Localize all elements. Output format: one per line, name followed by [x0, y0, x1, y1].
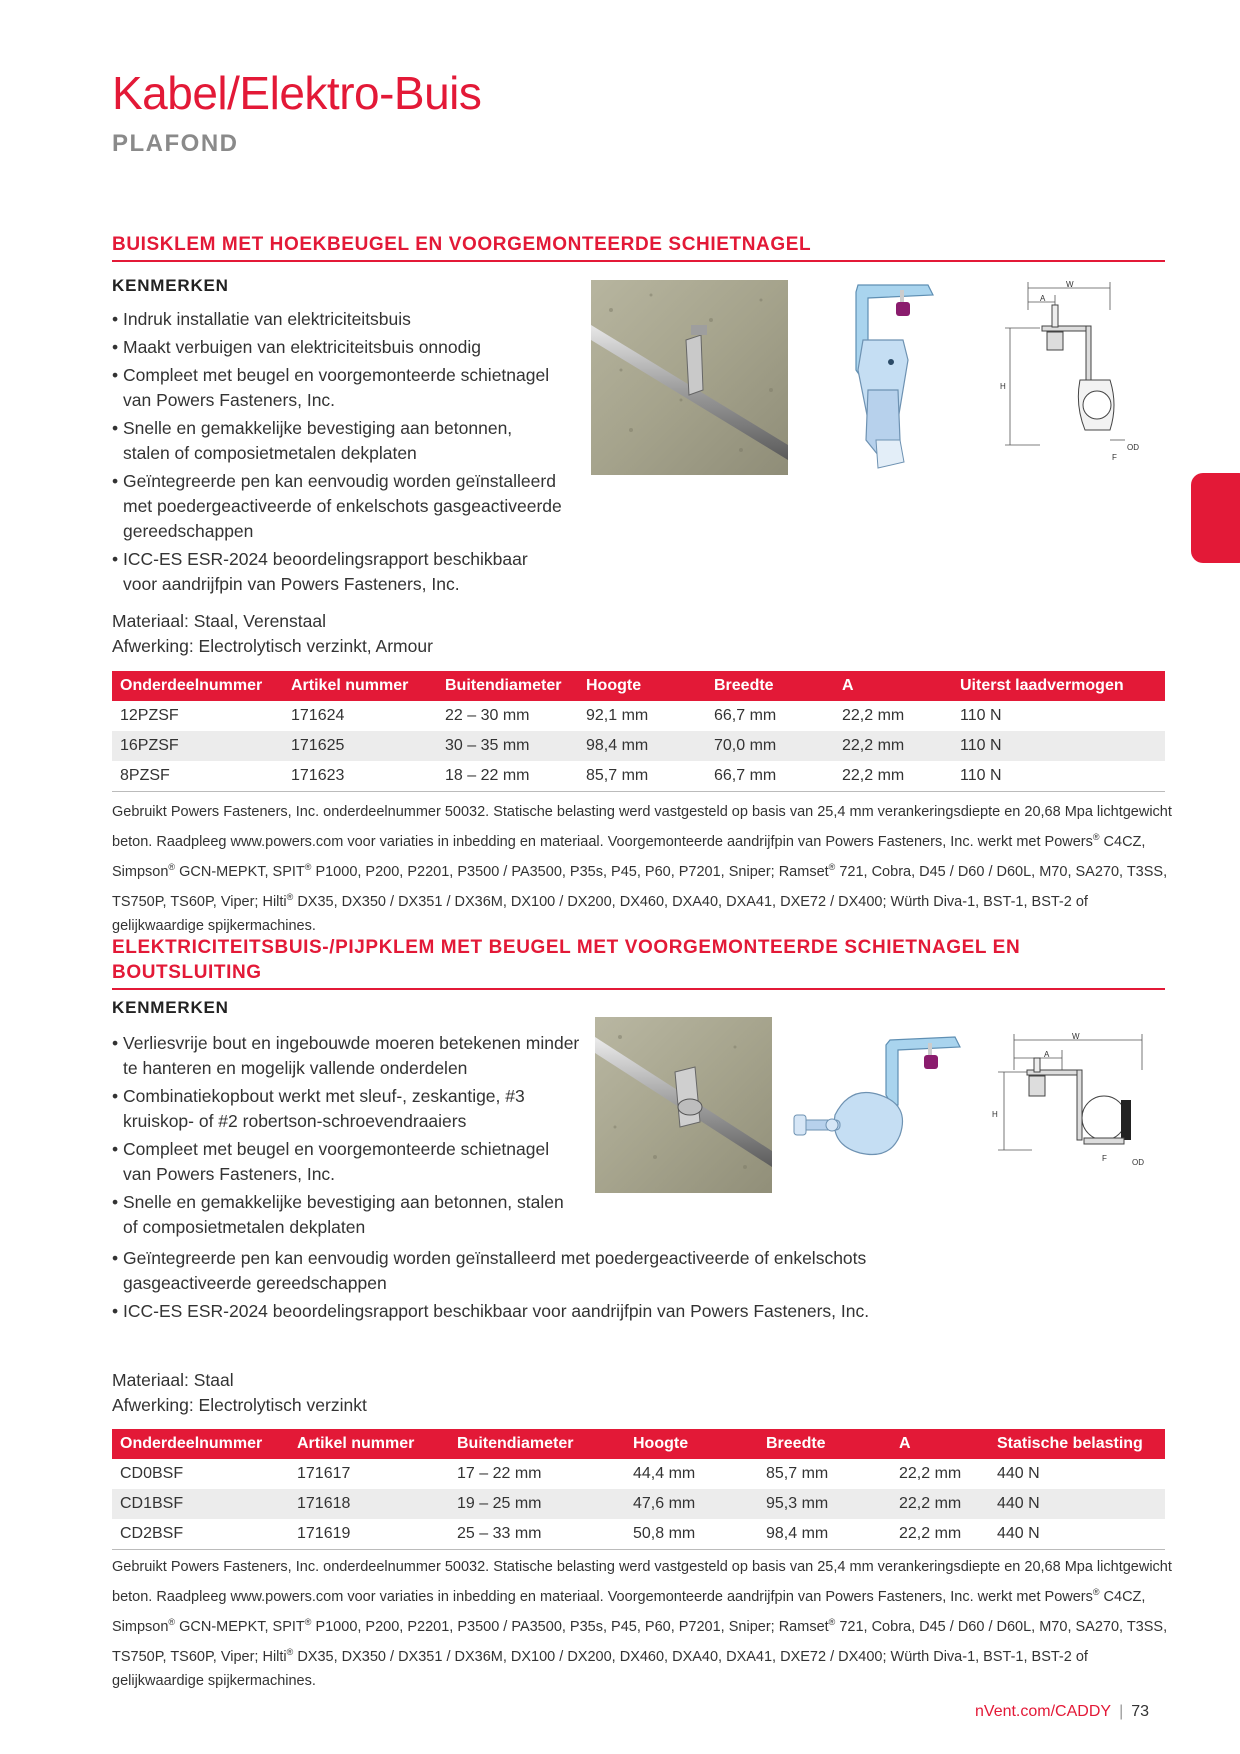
- table-cell: 171625: [283, 731, 437, 761]
- dim-label-w: W: [1072, 1032, 1080, 1041]
- table-cell: 440 N: [989, 1519, 1165, 1550]
- table-cell: 8PZSF: [112, 761, 283, 792]
- table-cell: 70,0 mm: [706, 731, 834, 761]
- dim-label-a: A: [1040, 294, 1046, 303]
- table-cell: 22,2 mm: [834, 761, 952, 792]
- col-header: Buitendiameter: [437, 671, 578, 701]
- table-header-row: [112, 671, 1165, 701]
- table-cell: 171619: [289, 1519, 449, 1550]
- section-tab-marker: [1191, 473, 1240, 563]
- table-cell: 30 – 35 mm: [437, 731, 578, 761]
- feature-item: • Combinatiekopbout werkt met sleuf-, zeskantige, #3 kruiskop- of #2 robertson-schroevendraaiers: [112, 1084, 582, 1134]
- col-header: Uiterst laadvermogen: [952, 671, 1165, 701]
- table-cell: 19 – 25 mm: [449, 1489, 625, 1519]
- table-cell: 44,4 mm: [633, 1465, 696, 1482]
- feature-item: • Verliesvrije bout en ingebouwde moeren betekenen minder te hanteren en mogelijk vallende onderdelen: [112, 1031, 582, 1081]
- installation-photo: [595, 1017, 772, 1193]
- col-header: A: [891, 1429, 989, 1459]
- table-cell: 50,8 mm: [625, 1519, 758, 1550]
- col-header: Breedte: [706, 671, 834, 701]
- table-row: [112, 1519, 1165, 1550]
- dim-label-a: A: [1044, 1050, 1050, 1059]
- col-header: Hoogte: [625, 1429, 758, 1459]
- col-header: Onderdeelnummer: [112, 671, 283, 701]
- dim-label-h: H: [992, 1110, 998, 1119]
- table-cell: 22,2 mm: [899, 1465, 962, 1482]
- table-row: [112, 701, 1165, 731]
- dim-label-f: F: [1102, 1154, 1107, 1163]
- table-cell: 171617: [297, 1465, 351, 1482]
- table-cell: 12PZSF: [120, 707, 179, 724]
- table-cell: CD2BSF: [112, 1519, 289, 1550]
- table-cell: 25 – 33 mm: [449, 1519, 625, 1550]
- product-image: [790, 1035, 970, 1185]
- section1-heading: BUISKLEM MET HOEKBEUGEL EN VOORGEMONTEERDE SCHIETNAGEL: [112, 232, 1165, 262]
- col-header: Buitendiameter: [449, 1429, 625, 1459]
- section2-material: Materiaal: Staal: [112, 1370, 234, 1390]
- table-cell: 85,7 mm: [766, 1465, 829, 1482]
- table-cell: 18 – 22 mm: [437, 761, 578, 792]
- table-cell: 440 N: [989, 1489, 1165, 1519]
- table-row: [112, 731, 1165, 761]
- section2-heading-line1: ELEKTRICITEITSBUIS-/PIJPKLEM MET BEUGEL MET VOORGEMONTEERDE SCHIETNAGEL EN: [112, 937, 1021, 958]
- col-header: Hoogte: [578, 671, 706, 701]
- section2-footnote: Gebruikt Powers Fasteners, Inc. onderdeelnummer 50032. Statische belasting werd vastgesteld op basis van 25,4 mm verankeringsdiepte en 20,68 Mpa lichtgewicht beton. Raadpleeg www.powers.com voor variaties in inbedding en materiaal. Voorgemonteerde aandrijfpin van Powers Fasteners, Inc. werkt met Powers® C4CZ, Simpson® GCN-MEPKT, SPIT® P1000, P200, P2201, P3500 / PA3500, P35s, P45, P60, P7201, Sniper; Ramset® 721, Cobra, D45 / D60 / D60L, M70, SA270, T3SS, TS750P, TS60P, Viper; Hilti® DX35, DX350 / DX351 / DX36M, DX100 / DX200, DX460, DXA40, DXA41, DXE72 / DX400; Würth Diva-1, BST-1, BST-2 of gelijkwaardige spijkermachines.: [112, 1559, 1172, 1690]
- table-cell: 171623: [283, 761, 437, 792]
- section1-material: Materiaal: Staal, Verenstaal: [112, 611, 327, 631]
- section2-heading: [112, 935, 1165, 990]
- table-cell: 440 N: [997, 1465, 1040, 1482]
- section1-finish: Afwerking: Electrolytisch verzinkt, Armour: [112, 636, 433, 656]
- dimension-diagram: [992, 1030, 1147, 1170]
- footer-site-link[interactable]: nVent.com/CADDY: [975, 1703, 1112, 1720]
- col-header: Onderdeelnummer: [112, 1429, 289, 1459]
- feature-item: • Indruk installatie van elektriciteitsbuis: [112, 307, 562, 332]
- dim-label-h: H: [1000, 382, 1006, 391]
- table-cell: CD0BSF: [120, 1465, 184, 1482]
- table-cell: 171624: [291, 707, 345, 724]
- feature-item: • Maakt verbuigen van elektriciteitsbuis onnodig: [112, 335, 562, 360]
- table-cell: 16PZSF: [112, 731, 283, 761]
- footer-separator: |: [1119, 1703, 1124, 1720]
- section2-features-label: KENMERKEN: [112, 998, 229, 1017]
- table-header-row: [112, 1429, 1165, 1459]
- table-cell: 95,3 mm: [758, 1489, 891, 1519]
- col-header: Artikel nummer: [283, 671, 437, 701]
- product-image: [808, 280, 938, 480]
- dim-label-w: W: [1066, 280, 1074, 289]
- table-cell: 92,1 mm: [586, 707, 649, 724]
- table-cell: 110 N: [952, 761, 1165, 792]
- dim-label-od: OD: [1132, 1158, 1144, 1167]
- section2-heading-line2: BOUTSLUITING: [112, 962, 262, 983]
- feature-item: • Geïntegreerde pen kan eenvoudig worden geïnstalleerd met poedergeactiveerde of enkelschots gasgeactiveerde gereedschappen: [112, 1246, 912, 1296]
- table-cell: 22 – 30 mm: [445, 707, 530, 724]
- dim-label-f: F: [1112, 453, 1117, 462]
- section2-features-list-wide: [112, 1246, 912, 1327]
- table-cell: 17 – 22 mm: [457, 1465, 542, 1482]
- table-cell: 22,2 mm: [842, 707, 905, 724]
- feature-item: • Snelle en gemakkelijke bevestiging aan betonnen, stalen of composietmetalen dekplaten: [112, 416, 562, 466]
- dimension-diagram: [1000, 280, 1140, 470]
- feature-item: • Compleet met beugel en voorgemonteerde schietnagel van Powers Fasteners, Inc.: [112, 1137, 582, 1187]
- table-row: [112, 1489, 1165, 1519]
- section1-footnote: Gebruikt Powers Fasteners, Inc. onderdeelnummer 50032. Statische belasting werd vastgesteld op basis van 25,4 mm verankeringsdiepte en 20,68 Mpa lichtgewicht beton. Raadpleeg www.powers.com voor variaties in inbedding en materiaal. Voorgemonteerde aandrijfpin van Powers Fasteners, Inc. werkt met Powers® C4CZ, Simpson® GCN-MEPKT, SPIT® P1000, P200, P2201, P3500 / PA3500, P35s, P45, P60, P7201, Sniper; Ramset® 721, Cobra, D45 / D60 / D60L, M70, SA270, T3SS, TS750P, TS60P, Viper; Hilti® DX35, DX350 / DX351 / DX36M, DX100 / DX200, DX460, DXA40, DXA41, DXE72 / DX400; Würth Diva-1, BST-1, BST-2 of gelijkwaardige spijkermachines.: [112, 804, 1172, 935]
- section2-features-list: [112, 1031, 582, 1243]
- table-cell: 98,4 mm: [758, 1519, 891, 1550]
- col-header: Statische belasting: [989, 1429, 1165, 1459]
- table-cell: CD1BSF: [112, 1489, 289, 1519]
- feature-item: • ICC-ES ESR-2024 beoordelingsrapport beschikbaar voor aandrijfpin van Powers Fasteners, Inc.: [112, 547, 562, 597]
- section2-finish: Afwerking: Electrolytisch verzinkt: [112, 1395, 367, 1415]
- page-footer: [975, 1703, 1149, 1721]
- feature-item: • Compleet met beugel en voorgemonteerde schietnagel van Powers Fasteners, Inc.: [112, 363, 562, 413]
- section2-spec-table: [112, 1429, 1165, 1550]
- section1-features-label: KENMERKEN: [112, 276, 229, 295]
- table-cell: 85,7 mm: [578, 761, 706, 792]
- table-cell: 22,2 mm: [891, 1519, 989, 1550]
- table-cell: 110 N: [952, 731, 1165, 761]
- page-title: Kabel/Elektro-Buis: [112, 67, 482, 119]
- installation-photo: [591, 280, 788, 475]
- page-subtitle: PLAFOND: [112, 130, 239, 157]
- table-cell: 47,6 mm: [625, 1489, 758, 1519]
- col-header: Artikel nummer: [289, 1429, 449, 1459]
- page-number: 73: [1131, 1703, 1150, 1720]
- table-cell: 66,7 mm: [706, 761, 834, 792]
- table-cell: 22,2 mm: [891, 1489, 989, 1519]
- section1-features-list: [112, 307, 562, 600]
- table-cell: 171618: [289, 1489, 449, 1519]
- table-cell: 22,2 mm: [834, 731, 952, 761]
- table-row: [112, 1459, 1165, 1489]
- table-cell: 98,4 mm: [578, 731, 706, 761]
- table-cell: 66,7 mm: [714, 707, 777, 724]
- section1-spec-table: [112, 671, 1165, 792]
- feature-item: • Snelle en gemakkelijke bevestiging aan betonnen, stalen of composietmetalen dekplaten: [112, 1190, 582, 1240]
- feature-item: • ICC-ES ESR-2024 beoordelingsrapport beschikbaar voor aandrijfpin van Powers Fasteners, Inc.: [112, 1299, 912, 1324]
- dim-label-od: OD: [1127, 443, 1139, 452]
- table-row: [112, 761, 1165, 792]
- table-cell: 110 N: [960, 707, 1002, 724]
- col-header: A: [834, 671, 952, 701]
- col-header: Breedte: [758, 1429, 891, 1459]
- feature-item: • Geïntegreerde pen kan eenvoudig worden geïnstalleerd met poedergeactiveerde of enkelschots gasgeactiveerde gereedschappen: [112, 469, 562, 544]
